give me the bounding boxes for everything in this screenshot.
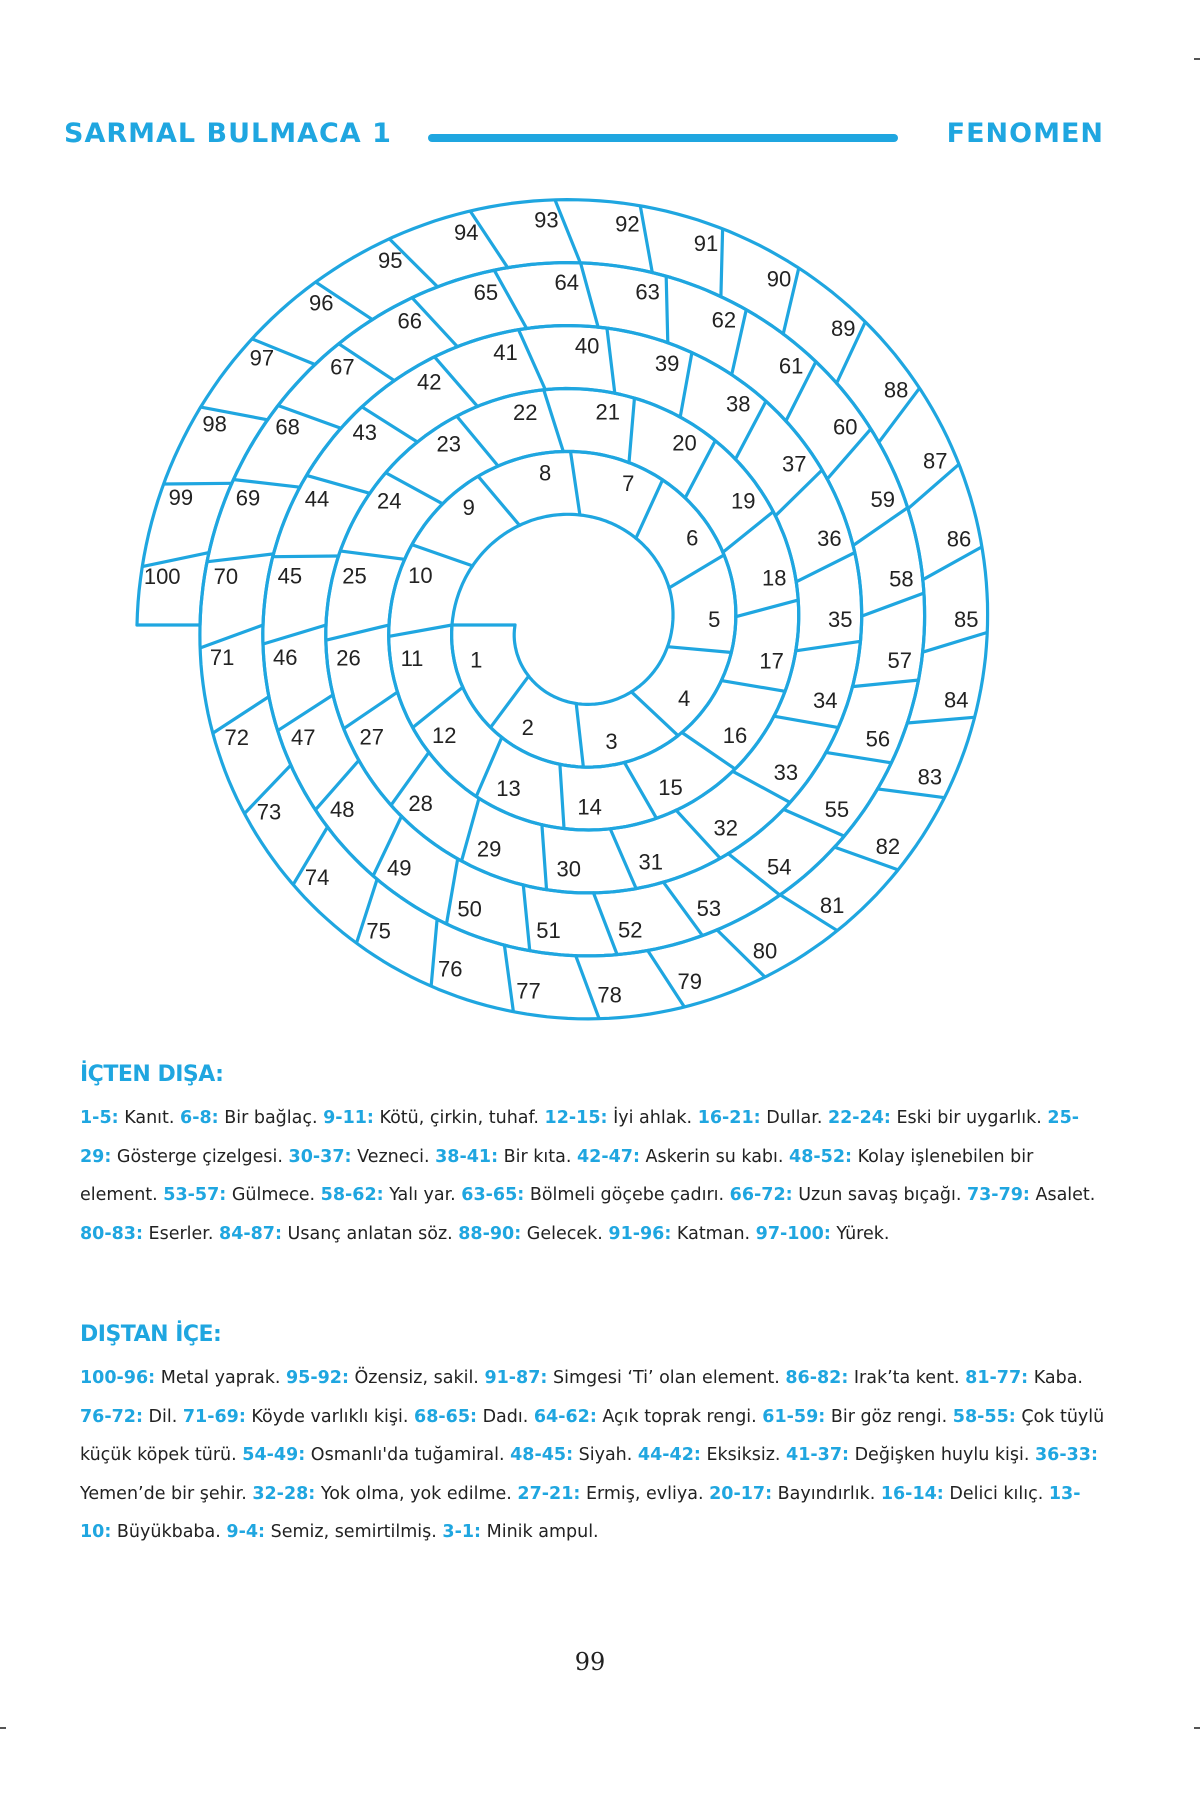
cell-divider	[774, 716, 838, 727]
cell-divider	[341, 551, 405, 559]
cell-number: 51	[536, 917, 561, 943]
cell-divider	[826, 752, 891, 762]
cell-number: 57	[887, 647, 913, 673]
cell-divider	[907, 717, 974, 723]
clue-range: 16-14:	[880, 1483, 944, 1504]
clue-item	[414, 1407, 534, 1427]
cell-number: 90	[766, 266, 792, 292]
cell-number: 59	[870, 487, 896, 513]
cell-divider	[431, 919, 437, 985]
cell-divider	[273, 556, 338, 557]
clue-item	[881, 1484, 1049, 1504]
cell-number: 21	[595, 399, 621, 425]
clue-text: Köyde varlıklı kişi.	[245, 1406, 415, 1427]
clue-range: 91-87:	[484, 1368, 548, 1388]
cell-number: 77	[516, 978, 541, 1004]
clue-item	[242, 1445, 510, 1465]
cell-divider	[775, 470, 821, 515]
cell-number: 47	[290, 725, 316, 751]
cell-divider	[668, 647, 731, 653]
cell-number: 50	[457, 896, 482, 922]
cell-number: 76	[437, 956, 463, 982]
clue-text: Dil.	[142, 1406, 183, 1427]
cell-number: 2	[521, 715, 534, 741]
cell-number: 96	[308, 290, 334, 316]
clues-outward-list	[80, 1359, 1110, 1552]
clue-text: Bayındırlık.	[772, 1483, 881, 1504]
cell-number: 69	[235, 485, 261, 511]
cell-number: 70	[213, 563, 239, 589]
clue-text: Bölmeli göçebe çadırı.	[524, 1185, 730, 1205]
cell-number: 58	[889, 566, 914, 592]
cell-divider	[581, 263, 598, 327]
clues-outward-section	[80, 1322, 1110, 1552]
cell-number: 98	[202, 411, 227, 437]
cell-number: 28	[408, 790, 433, 816]
clue-text: Simgesi ‘Ti’ olan element.	[547, 1368, 786, 1388]
cell-divider	[610, 829, 636, 888]
clue-range: 58-55:	[952, 1406, 1016, 1427]
clue-text: Yemen’de bir şehir.	[80, 1483, 253, 1504]
cell-number: 82	[875, 833, 901, 859]
cell-number: 31	[638, 849, 663, 875]
clue-range: 25-29:	[80, 1108, 1080, 1167]
puzzle-title: SARMAL BULMACA 1	[64, 118, 392, 149]
cell-divider	[629, 399, 634, 463]
clue-item	[638, 1445, 786, 1465]
clue-item	[183, 1407, 414, 1427]
cell-divider	[519, 330, 546, 389]
clue-item	[286, 1368, 484, 1388]
cell-divider	[389, 625, 452, 636]
cell-number: 99	[168, 485, 194, 511]
cell-number: 73	[256, 799, 282, 825]
cell-divider	[344, 692, 397, 728]
clues-inward-list	[80, 1099, 1110, 1253]
clue-item	[762, 1407, 953, 1427]
cell-divider	[413, 687, 463, 727]
clue-range: 61-59:	[762, 1406, 826, 1427]
clue-range: 76-72:	[80, 1406, 143, 1427]
clue-range: 58-62:	[320, 1185, 384, 1205]
clue-range: 38-41:	[435, 1146, 499, 1167]
clue-item	[321, 1185, 462, 1205]
cell-number: 84	[944, 687, 969, 713]
clues-outward-title: DIŞTAN İÇE:	[80, 1322, 222, 1347]
clue-text: Yalı yar.	[383, 1185, 462, 1205]
cell-number: 9	[462, 494, 475, 520]
cell-divider	[571, 452, 580, 515]
clue-text: Dadı.	[477, 1406, 534, 1427]
cell-number: 1	[470, 647, 483, 673]
crop-mark	[0, 1727, 6, 1729]
cell-number: 25	[342, 563, 367, 589]
cell-number: 15	[658, 775, 683, 801]
cell-number: 62	[711, 307, 737, 333]
spiral-outer-line	[137, 200, 988, 1019]
cell-number: 78	[597, 982, 622, 1008]
clue-text: Uzun savaş bıçağı.	[792, 1185, 967, 1205]
clue-item	[756, 1224, 890, 1244]
clue-item	[517, 1484, 709, 1504]
clue-range: 88-90:	[458, 1223, 522, 1244]
cell-number: 85	[953, 607, 979, 633]
clue-text: Minik ampul.	[481, 1522, 599, 1542]
clue-text: Bir göz rengi.	[825, 1406, 953, 1427]
cell-divider	[555, 200, 580, 262]
cell-number: 29	[476, 836, 502, 862]
clue-text: Büyükbaba.	[111, 1522, 227, 1542]
clues-inward-title: İÇTEN DIŞA:	[80, 1062, 224, 1087]
cell-number: 87	[923, 448, 948, 474]
page-number: 99	[574, 1648, 606, 1676]
clue-range: 54-49:	[242, 1445, 306, 1465]
cell-divider	[624, 762, 656, 817]
puzzle-theme: FENOMEN	[946, 118, 1104, 149]
cell-number: 48	[329, 796, 355, 822]
cell-number: 89	[831, 316, 856, 342]
clue-text: Eski bir uygarlık.	[890, 1108, 1048, 1128]
cell-number: 12	[432, 723, 457, 749]
clue-text: Irak’ta kent.	[848, 1368, 966, 1388]
cell-number: 46	[273, 645, 298, 671]
clue-item	[180, 1108, 323, 1128]
cell-divider	[723, 512, 773, 552]
clue-range: 27-21:	[517, 1483, 581, 1504]
cell-number: 36	[817, 525, 842, 551]
cell-number: 39	[654, 351, 680, 377]
cell-number: 3	[605, 729, 618, 755]
clue-item	[80, 1108, 180, 1128]
cell-number: 95	[378, 247, 403, 273]
clue-text: Değişken huylu kişi.	[849, 1445, 1035, 1465]
spiral-inner-line	[200, 263, 925, 956]
cell-divider	[669, 555, 723, 588]
clue-item	[698, 1108, 828, 1128]
clue-item	[219, 1224, 458, 1244]
cell-number: 60	[832, 414, 858, 440]
clue-item	[510, 1445, 638, 1465]
clue-range: 68-65:	[414, 1406, 477, 1427]
clue-item	[289, 1147, 436, 1167]
clue-range: 64-62:	[533, 1406, 597, 1427]
clue-range: 3-1:	[442, 1522, 482, 1542]
cell-number: 94	[454, 219, 479, 245]
cell-divider	[495, 271, 527, 329]
clue-range: 97-100:	[755, 1223, 831, 1244]
clue-item	[226, 1522, 442, 1542]
cell-number: 92	[615, 211, 640, 237]
cell-number: 100	[143, 563, 181, 589]
clue-text: Gülmece.	[226, 1185, 321, 1205]
clue-range: 73-79:	[966, 1185, 1030, 1205]
cell-divider	[544, 390, 563, 451]
cell-number: 6	[686, 525, 699, 551]
cell-divider	[680, 353, 692, 417]
clue-range: 100-96:	[80, 1368, 156, 1388]
clue-text: Kolay işlenebilen bir element.	[80, 1146, 1034, 1205]
cell-number: 37	[781, 451, 807, 477]
cell-divider	[736, 600, 798, 617]
cell-number: 65	[473, 279, 499, 305]
clue-range: 9-4:	[226, 1522, 266, 1542]
cell-number: 83	[917, 764, 943, 790]
clue-range: 81-77:	[965, 1368, 1029, 1388]
clue-range: 36-33:	[1035, 1445, 1098, 1465]
clue-range: 86-82:	[785, 1368, 849, 1388]
clue-text: Ermiş, evliya.	[580, 1483, 710, 1504]
cell-number: 61	[778, 353, 804, 379]
cell-number: 86	[946, 526, 972, 552]
cell-divider	[640, 207, 652, 273]
clue-text: Askerin su kabı.	[639, 1146, 790, 1167]
cell-number: 64	[554, 269, 579, 295]
clue-range: 20-17:	[709, 1483, 773, 1504]
clue-item	[484, 1368, 785, 1388]
clue-text: Siyah.	[573, 1445, 638, 1465]
cell-number: 55	[824, 796, 850, 822]
cell-number: 30	[556, 856, 582, 882]
cell-divider	[542, 825, 547, 889]
clue-item	[786, 1445, 1035, 1465]
cell-divider	[636, 481, 662, 539]
clue-range: 66-72:	[729, 1185, 793, 1205]
cell-number: 33	[773, 759, 799, 785]
clue-text: Kötü, çirkin, tuhaf.	[373, 1108, 545, 1128]
cell-number: 35	[827, 607, 853, 633]
clue-item	[163, 1185, 320, 1205]
cell-number: 38	[726, 391, 751, 417]
clue-text: Bir bağlaç.	[218, 1108, 324, 1128]
cell-number: 52	[617, 917, 643, 943]
cell-number: 72	[224, 725, 250, 751]
cell-divider	[923, 547, 982, 580]
cell-number: 74	[304, 865, 330, 891]
clue-item	[323, 1108, 544, 1128]
clue-text: Katman.	[671, 1223, 756, 1244]
cell-divider	[853, 680, 918, 687]
clue-text: İyi ahlak.	[607, 1108, 698, 1128]
cell-number: 18	[761, 565, 787, 591]
cell-number: 42	[416, 369, 442, 395]
cell-divider	[447, 859, 458, 923]
cell-number: 66	[397, 308, 422, 334]
cell-number: 63	[635, 279, 660, 305]
clue-item	[828, 1108, 1047, 1128]
clue-range: 80-83:	[80, 1223, 143, 1244]
cell-number: 8	[538, 460, 552, 486]
cell-number: 97	[249, 345, 275, 371]
clue-text: Gelecek.	[521, 1223, 609, 1244]
cell-number: 91	[693, 231, 719, 257]
cell-number: 7	[622, 471, 635, 497]
cell-number: 88	[883, 377, 909, 403]
cell-divider	[576, 704, 583, 767]
cell-number: 34	[813, 687, 838, 713]
clue-range: 48-52:	[789, 1146, 852, 1167]
cell-number: 10	[408, 563, 433, 589]
clue-text: Yok olma, yok edilme.	[315, 1483, 518, 1504]
cell-number: 49	[386, 855, 412, 881]
cell-divider	[264, 625, 326, 644]
clue-text: Kaba.	[1028, 1368, 1083, 1388]
clues-inward-section	[80, 1062, 1110, 1253]
clue-range: 95-92:	[285, 1368, 349, 1388]
clue-text: Çok tüylü küçük köpek türü.	[80, 1406, 1105, 1465]
clue-item	[80, 1368, 286, 1388]
cell-divider	[721, 681, 784, 692]
clue-text: Eserler.	[142, 1223, 220, 1244]
clue-range: 32-28:	[252, 1483, 316, 1504]
clue-text: Dullar.	[760, 1108, 828, 1128]
cell-number: 13	[496, 776, 521, 802]
crop-mark	[1194, 58, 1200, 60]
cell-number: 79	[677, 969, 702, 995]
cell-divider	[631, 692, 677, 735]
cell-number: 23	[436, 431, 462, 457]
clue-item	[252, 1484, 517, 1504]
cell-number: 44	[304, 486, 330, 512]
cell-number: 4	[677, 685, 691, 711]
clue-item	[435, 1147, 577, 1167]
clue-text: Usanç anlatan söz.	[281, 1223, 459, 1244]
clue-item	[709, 1484, 881, 1504]
clue-text: Semiz, semirtilmiş.	[265, 1522, 443, 1542]
cell-number: 68	[275, 414, 300, 440]
cell-divider	[560, 764, 564, 828]
cell-number: 75	[366, 918, 391, 944]
clue-text: Özensiz, sakil.	[348, 1368, 485, 1388]
clue-text: Bir kıta.	[498, 1146, 577, 1167]
clue-range: 48-45:	[510, 1445, 574, 1465]
cell-divider	[523, 885, 529, 950]
clue-range: 13-10:	[80, 1483, 1081, 1542]
clue-range: 53-57:	[163, 1185, 227, 1205]
clue-item	[965, 1368, 1083, 1388]
clue-item	[967, 1185, 1095, 1205]
clue-text: Metal yaprak.	[155, 1368, 286, 1388]
cell-number: 27	[359, 724, 384, 750]
clue-item	[608, 1224, 755, 1244]
cell-divider	[878, 789, 944, 798]
cell-divider	[576, 956, 599, 1018]
clue-range: 71-69:	[182, 1406, 246, 1427]
cell-divider	[457, 417, 498, 466]
cell-number: 20	[672, 430, 697, 456]
clue-text: Delici kılıç.	[943, 1483, 1049, 1504]
clue-item	[730, 1185, 967, 1205]
clue-range: 16-21:	[697, 1108, 761, 1128]
clue-range: 63-65:	[461, 1185, 525, 1205]
clue-item	[545, 1108, 698, 1128]
clue-range: 30-37:	[288, 1146, 352, 1167]
clue-item	[458, 1224, 608, 1244]
cell-number: 22	[512, 400, 538, 426]
cell-number: 56	[865, 726, 891, 752]
cell-number: 19	[730, 488, 756, 514]
cell-number: 17	[759, 648, 784, 674]
cell-number: 32	[713, 815, 738, 841]
clue-item	[785, 1368, 965, 1388]
cell-number: 45	[277, 563, 303, 589]
cell-number: 93	[534, 207, 559, 233]
clue-range: 6-8:	[180, 1108, 219, 1128]
cell-number: 26	[336, 645, 361, 671]
cell-number: 67	[330, 354, 355, 380]
cell-divider	[208, 554, 274, 562]
clue-text: Vezneci.	[351, 1146, 436, 1167]
cell-number: 80	[752, 938, 778, 964]
cell-number: 11	[400, 646, 424, 672]
cell-divider	[479, 477, 520, 526]
clue-item	[442, 1522, 598, 1542]
clue-range: 41-37:	[786, 1445, 850, 1465]
cell-number: 16	[722, 722, 748, 748]
clue-item	[80, 1224, 219, 1244]
clue-item	[461, 1185, 729, 1205]
clue-text: Eksiksiz.	[700, 1445, 787, 1465]
clue-range: 84-87:	[219, 1223, 282, 1244]
clue-text: Kanıt.	[118, 1108, 181, 1128]
cell-number: 40	[574, 333, 600, 359]
cell-divider	[666, 277, 668, 343]
cell-number: 14	[577, 794, 602, 820]
cell-number: 41	[493, 339, 518, 365]
cell-divider	[607, 329, 615, 394]
cell-number: 54	[767, 854, 792, 880]
cell-divider	[853, 508, 907, 546]
cell-divider	[862, 593, 924, 616]
cell-number: 43	[352, 419, 377, 445]
cell-number: 81	[819, 892, 845, 918]
cell-divider	[594, 893, 617, 954]
crop-mark	[1194, 1727, 1200, 1729]
clue-range: 12-15:	[544, 1108, 608, 1128]
clue-range: 91-96:	[608, 1223, 672, 1244]
cell-number: 24	[377, 488, 402, 514]
cell-divider	[923, 633, 987, 653]
cell-divider	[327, 625, 390, 640]
clue-range: 1-5:	[80, 1108, 119, 1128]
clue-text: Osmanlı'da tuğamiral.	[305, 1445, 511, 1465]
cell-number: 53	[696, 895, 722, 921]
clue-item	[534, 1407, 762, 1427]
clue-range: 22-24:	[827, 1108, 891, 1128]
clue-range: 9-11:	[323, 1108, 374, 1128]
clue-range: 42-47:	[577, 1146, 640, 1167]
cell-number: 5	[708, 606, 721, 632]
clue-text: Asalet.	[1029, 1185, 1096, 1205]
cell-divider	[164, 483, 232, 484]
cell-divider	[796, 641, 860, 650]
clue-text: Açık toprak rengi.	[596, 1406, 763, 1427]
cell-divider	[721, 230, 723, 297]
clue-text: Gösterge çizelgesi.	[111, 1146, 289, 1167]
cell-divider	[504, 945, 513, 1011]
clue-item	[80, 1407, 183, 1427]
clue-item	[577, 1147, 789, 1167]
clue-text: Yürek.	[830, 1223, 890, 1244]
clue-range: 44-42:	[637, 1445, 701, 1465]
cell-divider	[796, 553, 854, 582]
cell-number: 71	[209, 645, 235, 671]
